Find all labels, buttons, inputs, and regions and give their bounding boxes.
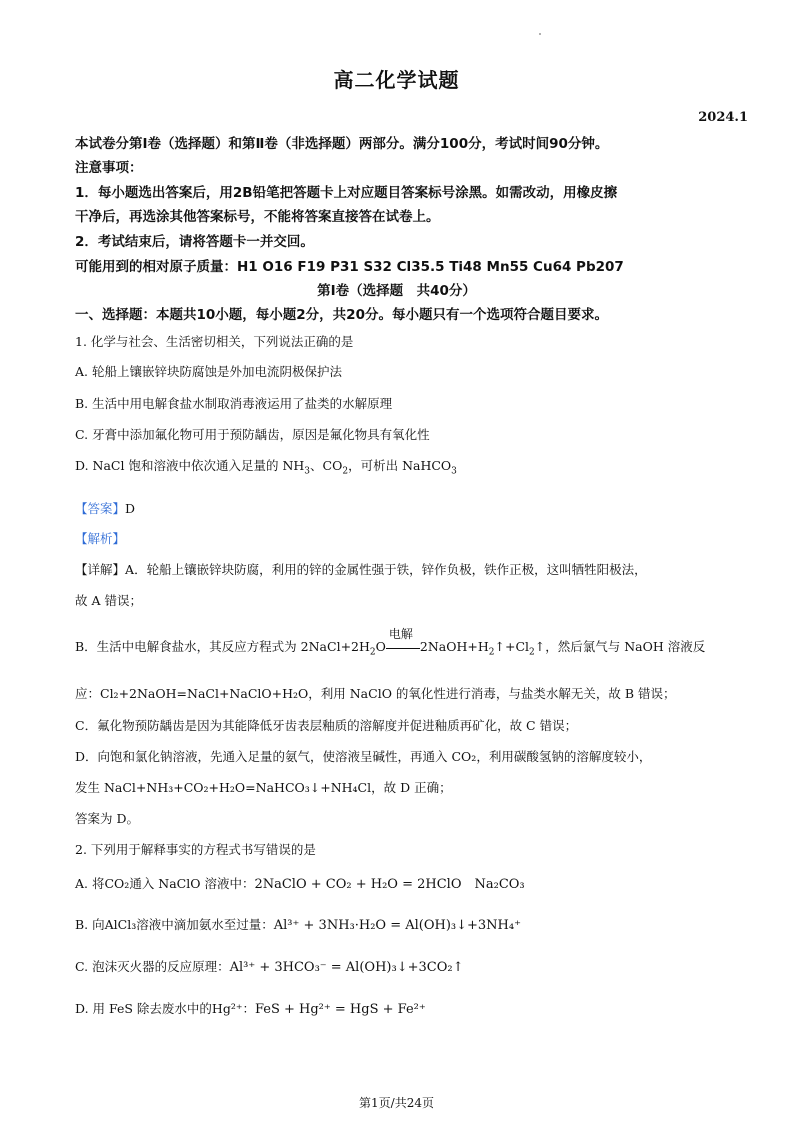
answer-value: D	[125, 501, 136, 516]
q1-detail-b1	[75, 626, 706, 658]
q1-conclusion: 答案为 D。	[75, 811, 139, 826]
q1-detail-d2: 发生 NaCl+NH₃+CO₂+H₂O=NaHCO₃↓+NH₄Cl，故 D 正确；	[75, 780, 452, 795]
q2-b-mid: 溶液中滴加氨水至过量：	[136, 917, 274, 932]
detail-a1-text: A．轮船上镶嵌锌块防腐，利用的锌的金属性强于铁，锌作负极，铁作正极，这叫牺牲阳极法，	[125, 562, 647, 577]
atomic-masses: 可能用到的相对原子质量：H1 O16 F19 P31 S32 Cl35.5 Ti48 Mn55 Cu64 Pb207	[75, 259, 624, 275]
q2-d-hg: Hg²⁺	[211, 1001, 243, 1016]
detail-b-cl2-sub: 2	[529, 647, 535, 658]
q1-d-nahco3-sub: 3	[451, 466, 457, 477]
q2-stem: 2. 下列用于解释事实的方程式书写错误的是	[75, 842, 316, 857]
q1-detail-a1	[75, 560, 647, 578]
analysis-bracket-left: 【	[75, 531, 88, 546]
q1-detail-d1: D．向饱和氯化钠溶液，先通入足量的氨气，使溶液呈碱性，再通入 CO₂，利用碳酸氢钠的溶解度较小，	[75, 749, 652, 764]
notice-2: 2．考试结束后，请将答题卡一并交回。	[75, 234, 314, 250]
q1-d-mid: 、	[310, 458, 323, 473]
q1-detail-b2: 应：Cl₂+2NaOH=NaCl+NaClO+H₂O，利用 NaClO 的氧化性进行消毒，与盐类水解无关，故 B 错误；	[75, 686, 676, 701]
electrolysis-label: 电解	[388, 626, 413, 641]
analysis-label: 解析	[87, 531, 113, 546]
q2-b-pre: B. 向	[75, 917, 105, 932]
q1-option-b: B. 生活中用电解食盐水制取消毒液运用了盐类的水解原理	[75, 396, 393, 411]
answer-bracket-left: 【	[75, 501, 88, 516]
q2-a-equation: 2NaClO + CO₂ + H₂O = 2HClO Na₂CO₃	[254, 877, 525, 892]
detail-b-post: 2NaOH+H	[419, 639, 489, 654]
detail-bracket-left: 【	[75, 562, 88, 577]
notice-heading: 注意事项：	[75, 160, 143, 176]
detail-bracket-right: 】	[112, 562, 126, 577]
q1-analysis	[75, 529, 125, 547]
q2-c-pre: C. 泡沫灭火器的反应原理：	[75, 959, 230, 974]
detail-b-post3: ↑，然后氯气与 NaOH 溶液反	[534, 639, 706, 654]
q2-b-equation: Al³⁺ + 3NH₃·H₂O = Al(OH)₃↓+3NH₄⁺	[273, 918, 521, 933]
section1-heading: 一、选择题：本题共10小题，每小题2分，共20分。每小题只有一个选项符合题目要求。	[75, 307, 608, 323]
q2-option-c	[75, 957, 463, 975]
q2-d-pre: D. 用 FeS 除去废水中的	[75, 1001, 212, 1016]
q1-detail-a2: 故 A 错误；	[75, 593, 142, 608]
q1-d-nh3: NH	[282, 458, 305, 473]
exam-date: 2024.1	[698, 110, 748, 125]
detail-b-pre: B．生活中电解食盐水，其反应方程式为 2NaCl+2H	[75, 639, 370, 654]
q1-d-nh3-sub: 3	[304, 466, 311, 477]
q2-option-d	[75, 999, 426, 1017]
detail-b-o: O	[375, 639, 386, 654]
scan-dot	[539, 33, 541, 35]
q1-detail-c: C．氟化物预防龋齿是因为其能降低牙齿表层釉质的溶解度并促进釉质再矿化，故 C 错误；	[75, 718, 578, 733]
q2-a-mid: 通入 NaClO 溶液中：	[129, 876, 255, 891]
q1-d-nahco3: NaHCO	[402, 458, 452, 473]
analysis-bracket-right: 】	[112, 531, 126, 546]
q1-answer	[75, 499, 135, 517]
q1-option-d	[75, 456, 457, 477]
q1-d-pre: D. NaCl 饱和溶液中依次通入足量的	[75, 458, 283, 473]
q2-option-b	[75, 915, 521, 933]
q1-option-c: C. 牙膏中添加氟化物可用于预防龋齿，原因是氟化物具有氧化性	[75, 427, 430, 442]
detail-b-post2: ↑+Cl	[494, 639, 530, 654]
q2-d-equation: FeS + Hg²⁺ = HgS + Fe²⁺	[254, 1002, 426, 1017]
detail-b-h2o-sub: 2	[369, 647, 376, 658]
part1-heading: 第Ⅰ卷（选择题 共40分）	[317, 283, 476, 299]
page-title: 高二化学试题	[333, 68, 460, 92]
detail-label: 详解	[87, 562, 113, 577]
intro-text: 本试卷分第Ⅰ卷（选择题）和第Ⅱ卷（非选择题）两部分。满分100分，考试时间90分钟。	[75, 136, 609, 152]
q2-option-a	[75, 873, 525, 892]
q2-c-equation: Al³⁺ + 3HCO₃⁻ = Al(OH)₃↓+3CO₂↑	[229, 960, 464, 975]
notice-1a: 1．每小题选出答案后，用2B铅笔把答题卡上对应题目答案标号涂黑。如需改动，用橡皮擦	[75, 185, 618, 201]
electrolysis-line	[386, 648, 420, 649]
q1-d-co2-sub: 2	[342, 466, 349, 477]
notice-1b: 干净后，再选涂其他答案标号，不能将答案直接答在试卷上。	[75, 209, 440, 225]
detail-b-h2-sub: 2	[488, 647, 495, 658]
answer-bracket-right: 】	[112, 501, 126, 516]
q1-option-a: A. 轮船上镶嵌锌块防腐蚀是外加电流阴极保护法	[75, 364, 342, 379]
q2-d-mid: ：	[242, 1001, 255, 1016]
page-footer: 第1页/共24页	[359, 1096, 434, 1110]
electrolysis-arrow	[386, 626, 420, 655]
answer-label: 答案	[87, 501, 113, 516]
q1-d-co2: CO	[322, 458, 343, 473]
q1-d-mid2: ，可析出	[348, 458, 403, 473]
q1-stem: 1. 化学与社会、生活密切相关，下列说法正确的是	[75, 334, 354, 349]
q2-b-alcl3: AlCl₃	[104, 917, 137, 932]
q2-a-pre: A. 将	[75, 876, 105, 891]
q2-a-co2: CO₂	[104, 876, 130, 891]
